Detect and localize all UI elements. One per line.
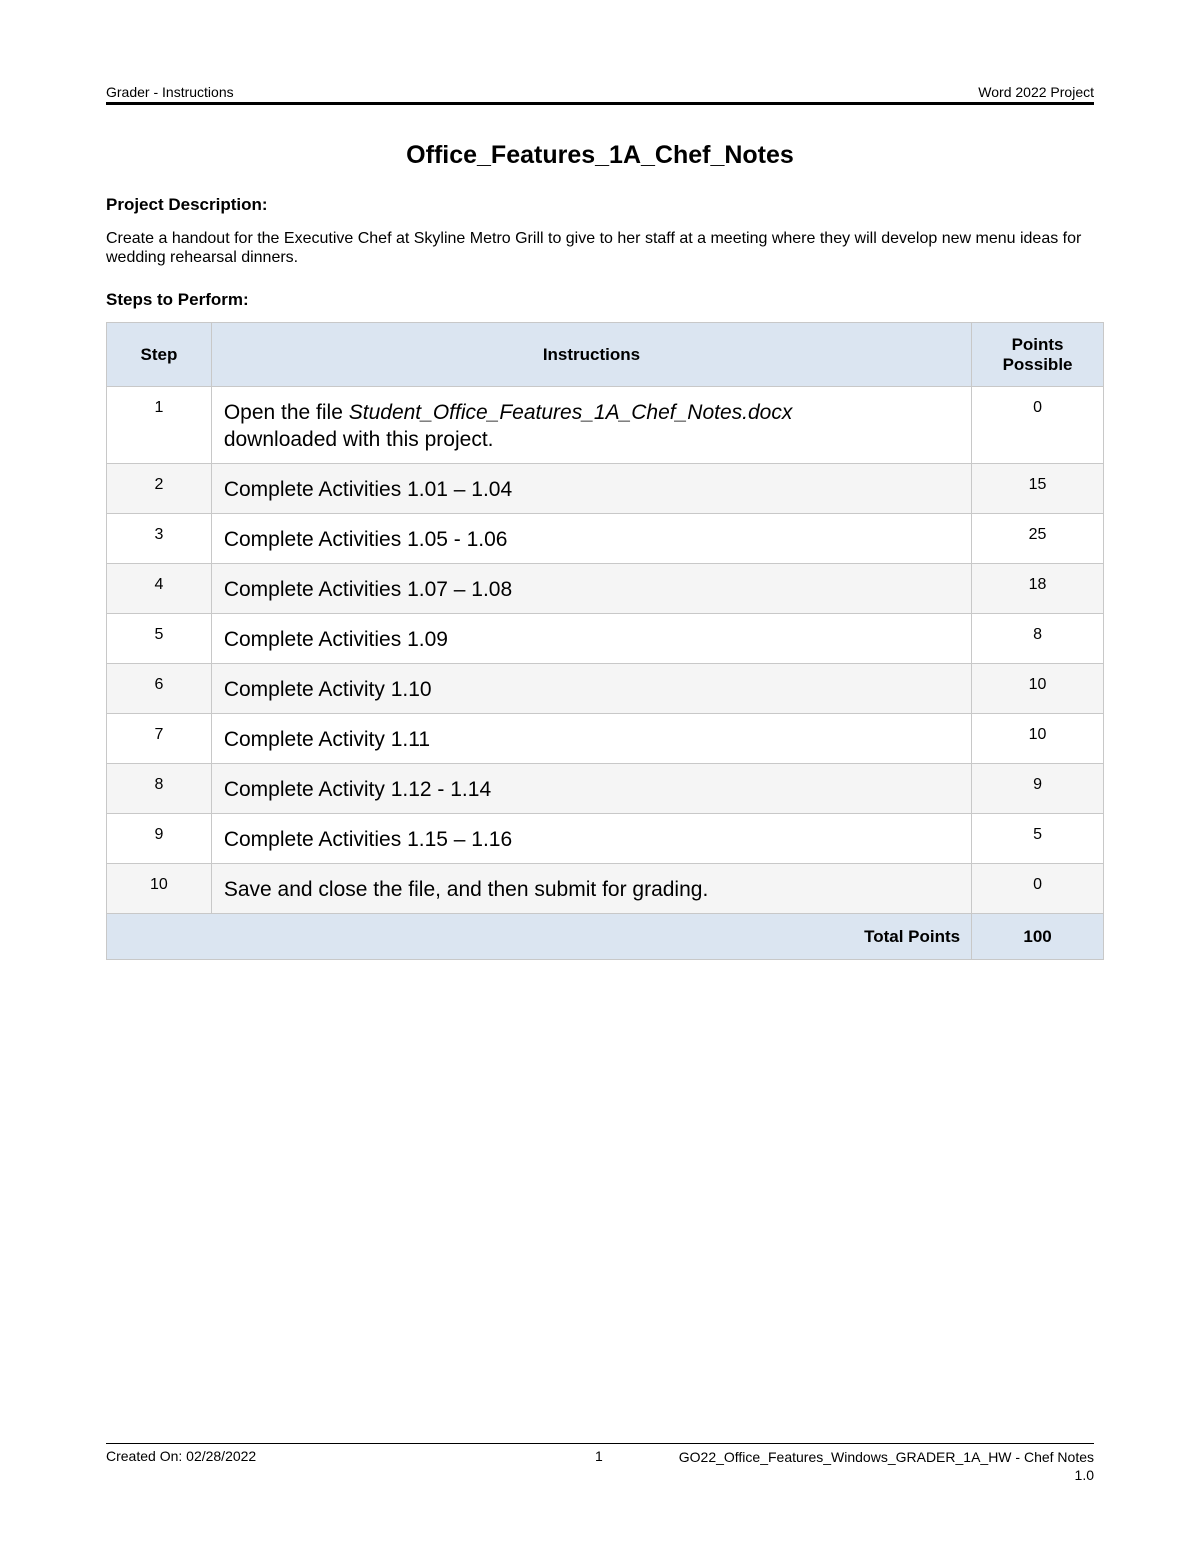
step-points: 10 (972, 714, 1104, 764)
step-instruction: Complete Activities 1.07 – 1.08 (211, 564, 971, 614)
step-instruction (211, 387, 971, 464)
header-points-text: Points Possible (1002, 334, 1073, 374)
table-row (107, 664, 1104, 714)
step-instruction: Complete Activity 1.10 (211, 664, 971, 714)
file-name: Student_Office_Features_1A_Chef_Notes.docx (348, 401, 793, 424)
instruction-text-cont: downloaded with this project. (223, 428, 494, 451)
step-number: 7 (107, 714, 212, 764)
steps-label: Steps to Perform: (106, 290, 249, 309)
step-number: 8 (107, 764, 212, 814)
step-number: 3 (107, 514, 212, 564)
instruction-text: Open the file (223, 401, 349, 424)
table-header-row (107, 323, 1104, 387)
step-instruction: Complete Activities 1.01 – 1.04 (211, 464, 971, 514)
step-instruction: Complete Activity 1.11 (211, 714, 971, 764)
step-points: 0 (972, 864, 1104, 914)
header-right-text: Word 2022 Project (978, 84, 1094, 100)
step-points: 18 (972, 564, 1104, 614)
project-description-label: Project Description: (106, 195, 268, 214)
step-points: 5 (972, 814, 1104, 864)
step-points: 25 (972, 514, 1104, 564)
footer-doc-name: GO22_Office_Features_Windows_GRADER_1A_HW - Chef Notes (678, 1449, 1094, 1465)
table-row (107, 814, 1104, 864)
step-instruction: Save and close the file, and then submit for grading. (211, 864, 971, 914)
table-row (107, 564, 1104, 614)
step-instruction: Complete Activities 1.09 (211, 614, 971, 664)
page-header (106, 82, 1094, 105)
header-instructions: Instructions (211, 323, 971, 387)
step-instruction: Complete Activities 1.05 - 1.06 (211, 514, 971, 564)
step-number: 10 (107, 864, 212, 914)
header-left-text: Grader - Instructions (106, 84, 234, 100)
table-row (107, 614, 1104, 664)
step-points: 9 (972, 764, 1104, 814)
step-number: 6 (107, 664, 212, 714)
table-row (107, 387, 1104, 464)
table-row (107, 514, 1104, 564)
total-row (107, 914, 1104, 960)
table-row (107, 464, 1104, 514)
step-points: 10 (972, 664, 1104, 714)
step-number: 4 (107, 564, 212, 614)
step-number: 5 (107, 614, 212, 664)
step-number: 1 (107, 387, 212, 464)
step-number: 9 (107, 814, 212, 864)
document-title: Office_Features_1A_Chef_Notes (406, 141, 794, 169)
total-points-value: 100 (972, 914, 1104, 960)
step-points: 0 (972, 387, 1104, 464)
footer-version: 1.0 (1074, 1467, 1094, 1483)
table-row (107, 714, 1104, 764)
project-description-text: Create a handout for the Executive Chef at Skyline Metro Grill to give to her staff at a meeting where they will develop new menu ideas for wedding rehearsal dinners. (106, 230, 1082, 266)
footer-doc-info (679, 1448, 1094, 1484)
created-on-text: Created On: 02/28/2022 (106, 1448, 257, 1464)
header-step: Step (107, 323, 212, 387)
step-instruction: Complete Activities 1.15 – 1.16 (211, 814, 971, 864)
header-points (972, 323, 1104, 387)
page-number: 1 (595, 1448, 603, 1464)
table-row (107, 764, 1104, 814)
step-instruction: Complete Activity 1.12 - 1.14 (211, 764, 971, 814)
step-number: 2 (107, 464, 212, 514)
steps-table (106, 322, 1104, 960)
step-points: 8 (972, 614, 1104, 664)
page-footer (106, 1443, 1094, 1483)
total-points-label: Total Points (107, 914, 972, 960)
table-row (107, 864, 1104, 914)
step-points: 15 (972, 464, 1104, 514)
